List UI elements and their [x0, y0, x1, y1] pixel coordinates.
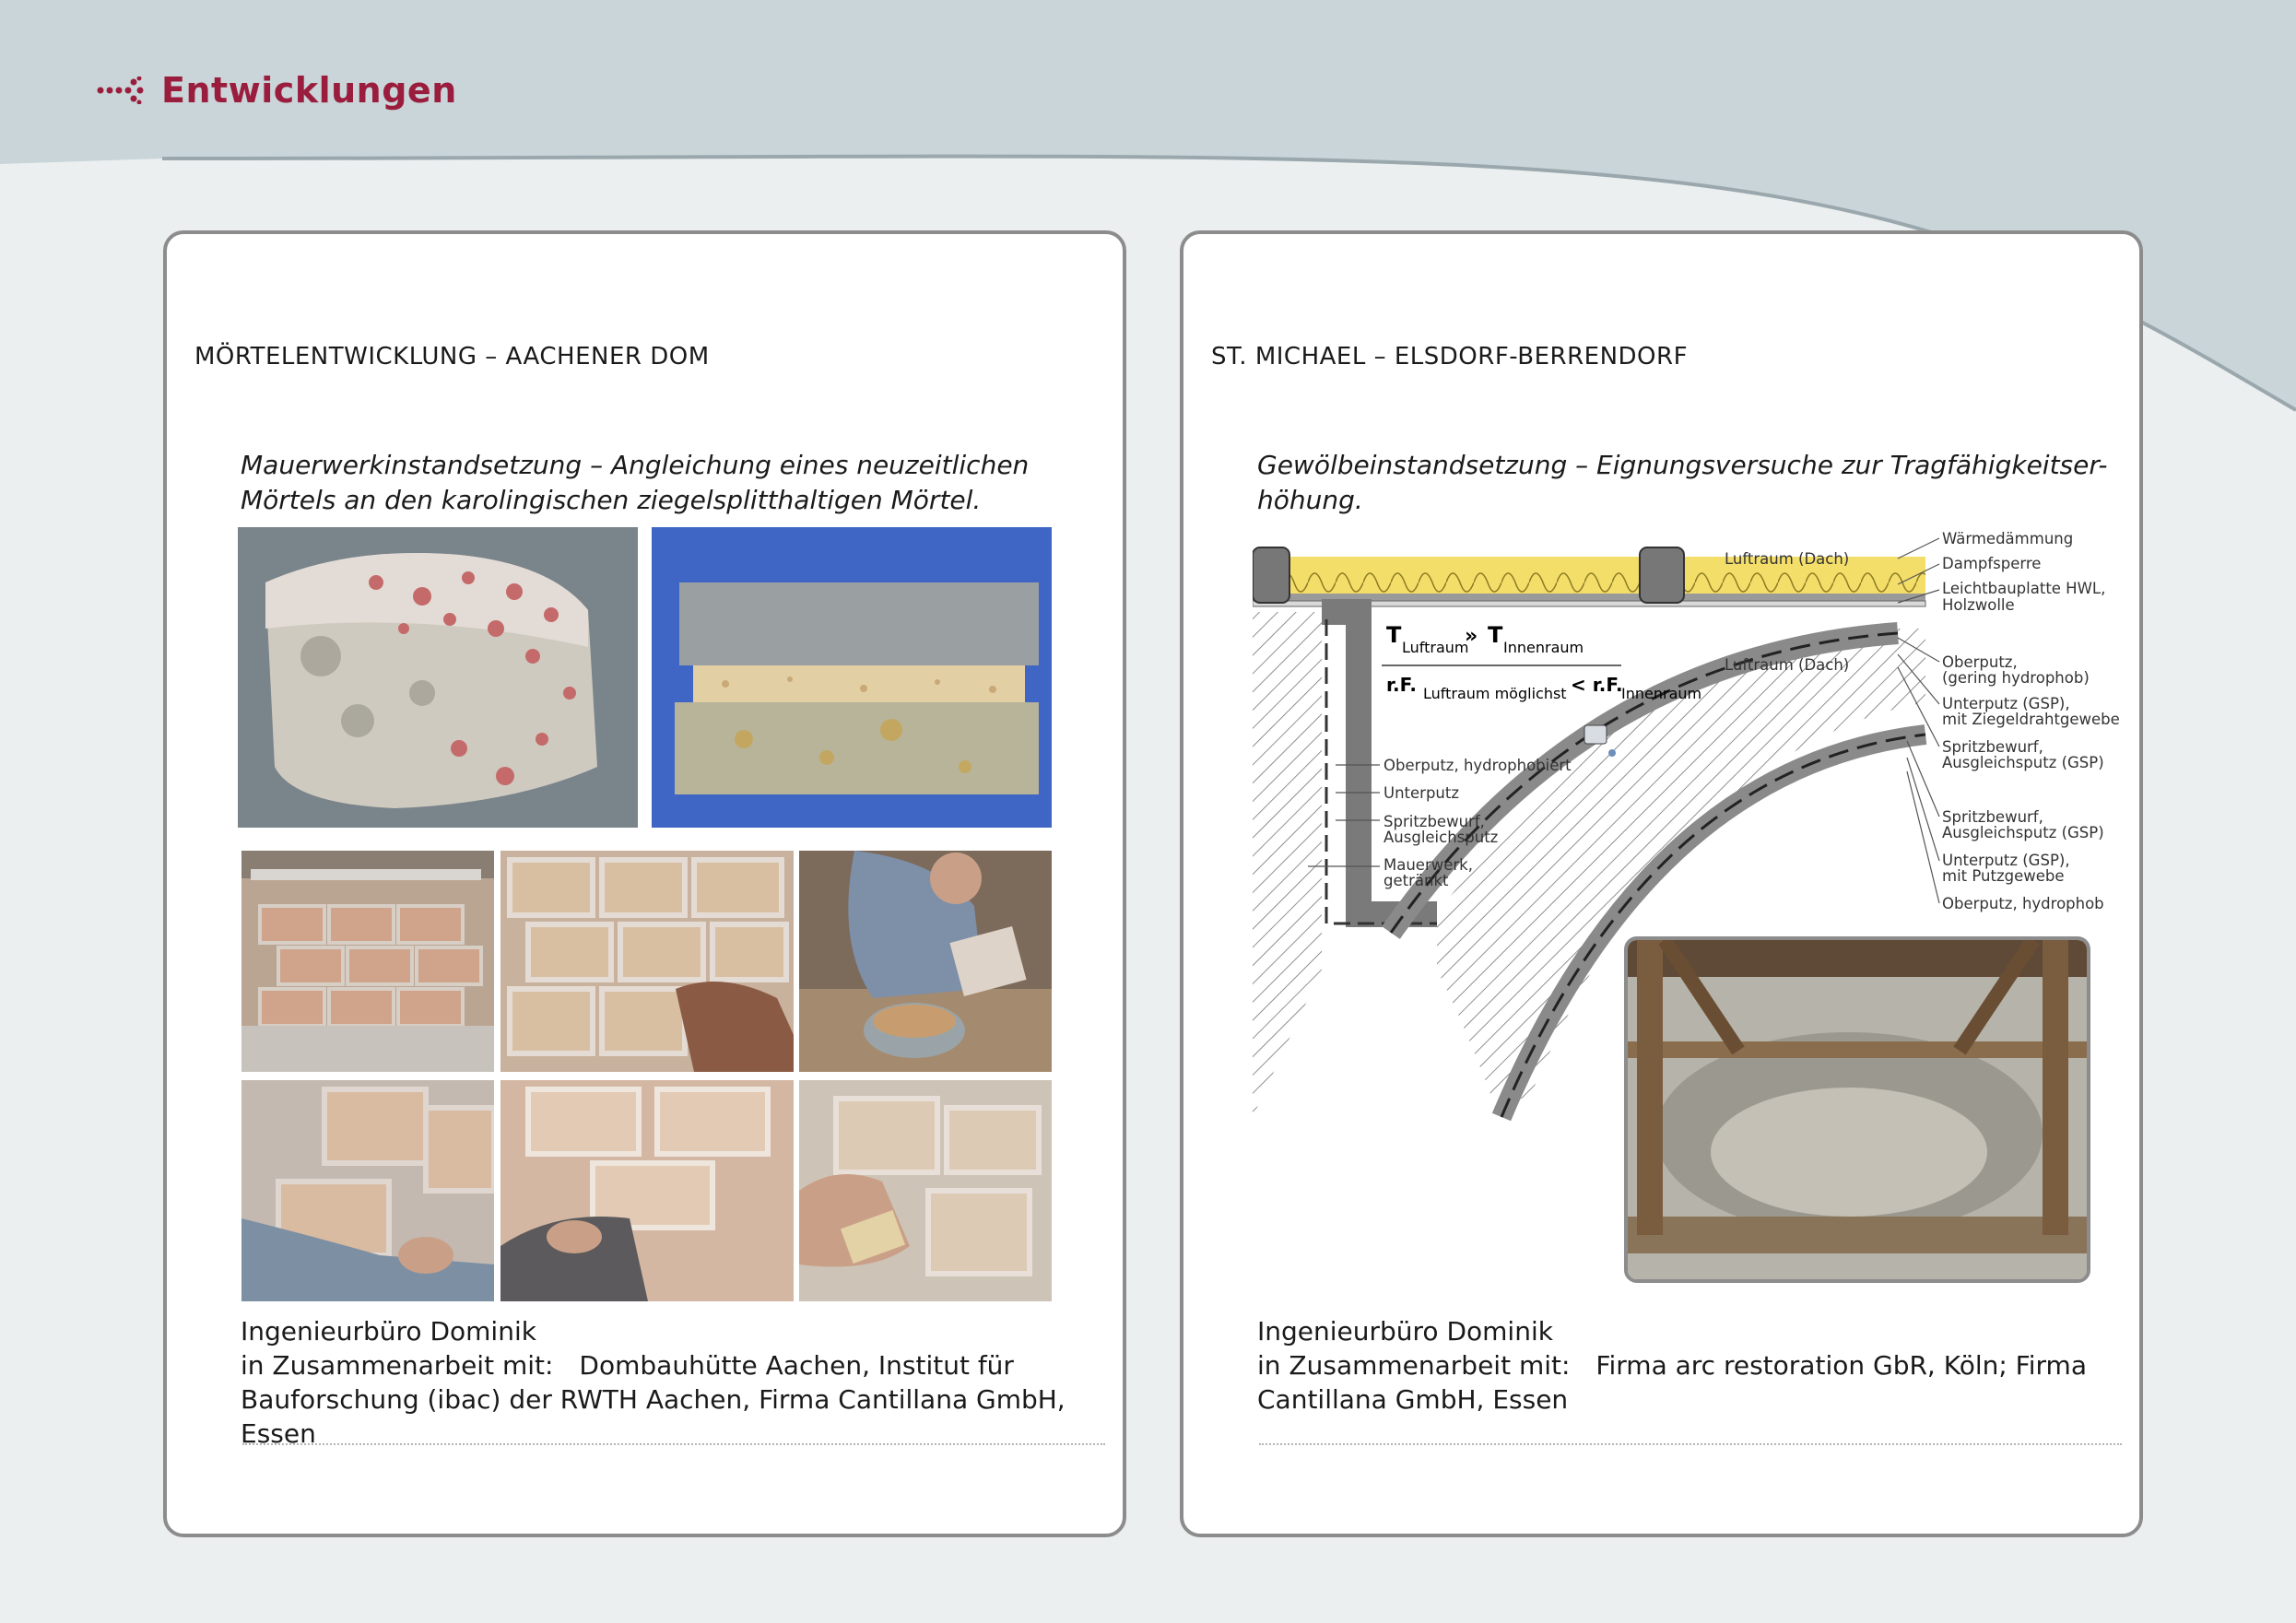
photo-wall-4 — [500, 1080, 794, 1301]
svg-text:T: T — [1488, 622, 1503, 648]
svg-text:Unterputz (GSP),: Unterputz (GSP), — [1942, 695, 2070, 712]
svg-text:r.F.: r.F. — [1386, 674, 1417, 696]
photo-vault-interior — [1624, 936, 2090, 1283]
card-title: MÖRTELENTWICKLUNG – AACHENER DOM — [194, 343, 710, 370]
divider — [242, 1443, 1105, 1445]
photo-wall-5 — [799, 1080, 1052, 1301]
project-card-elsdorf — [1180, 230, 2143, 1537]
credits — [241, 1314, 1107, 1451]
credits — [1257, 1314, 2124, 1417]
section-header — [97, 70, 457, 111]
arrow-icon — [97, 76, 148, 104]
svg-text:getränkt: getränkt — [1383, 872, 1449, 889]
svg-text:Oberputz, hydrophob: Oberputz, hydrophob — [1942, 895, 2104, 912]
svg-text:Ausgleichsputz (GSP): Ausgleichsputz (GSP) — [1942, 824, 2104, 841]
labels-right-low — [1942, 808, 2104, 912]
card-title: ST. MICHAEL – ELSDORF-BERRENDORF — [1211, 343, 1689, 370]
svg-text:Wärmedämmung: Wärmedämmung — [1942, 530, 2074, 547]
formula-rf-luftraum: Luftraum möglichst — [1423, 685, 1567, 702]
photo-mortar-sample — [238, 527, 638, 828]
svg-text:Spritzbewurf,: Spritzbewurf, — [1383, 813, 1485, 830]
credit-partners — [241, 1348, 1107, 1451]
photo-wall-2 — [500, 851, 794, 1072]
labels-right-top — [1942, 530, 2105, 614]
beam-left — [1253, 547, 1289, 603]
svg-text:Spritzbewurf,: Spritzbewurf, — [1942, 808, 2043, 826]
credit-text: Firma arc restoration GbR, Köln; Firma Cantillana GmbH, Essen — [1257, 1350, 2087, 1415]
photo-wall-3 — [241, 1080, 494, 1301]
label-luftraum-top: Luftraum (Dach) — [1725, 550, 1850, 568]
credit-label: in Zusammenarbeit mit: — [241, 1350, 554, 1381]
labels-right-mid — [1942, 653, 2120, 771]
divider — [1259, 1443, 2122, 1445]
svg-text:T: T — [1386, 622, 1402, 648]
svg-text:mit Putzgewebe: mit Putzgewebe — [1942, 867, 2065, 885]
credit-office: Ingenieurbüro Dominik — [1257, 1316, 1553, 1347]
svg-text:Ausgleichsputz: Ausgleichsputz — [1383, 829, 1499, 846]
svg-text:Unterputz: Unterputz — [1383, 784, 1460, 802]
svg-text:Oberputz,: Oberputz, — [1942, 653, 2018, 671]
svg-text:Unterputz (GSP),: Unterputz (GSP), — [1942, 852, 2070, 869]
credit-label: in Zusammenarbeit mit: — [1257, 1350, 1571, 1381]
credit-partners — [1257, 1348, 2124, 1417]
photo-wall-1 — [241, 851, 494, 1072]
section-title: Entwicklungen — [161, 70, 457, 111]
svg-text:Ausgleichsputz (GSP): Ausgleichsputz (GSP) — [1942, 754, 2104, 771]
svg-text:Mauerwerk,: Mauerwerk, — [1383, 856, 1473, 874]
credit-office: Ingenieurbüro Dominik — [241, 1316, 536, 1347]
formula-t-innenraum: Innenraum — [1503, 639, 1584, 656]
photo-mortar-prism — [652, 527, 1052, 828]
formula-t-luftraum: Luftraum — [1402, 639, 1469, 656]
label-luftraum-mid: Luftraum (Dach) — [1725, 656, 1850, 674]
svg-text:mit Ziegeldrahtgewebe: mit Ziegeldrahtgewebe — [1942, 711, 2120, 728]
card-subtitle: Mauerwerkinstandsetzung – Angleichung eines neuzeitlichen Mörtels an den karolingischen ziegelsplitthaltigen Mörtel. — [241, 450, 1030, 515]
formula-rf-innenraum: Innenraum — [1621, 685, 1702, 702]
svg-text:< r.F.: < r.F. — [1571, 674, 1623, 696]
svg-text:»: » — [1465, 625, 1478, 648]
photo-mixing-mortar — [799, 851, 1052, 1072]
beam-mid — [1640, 547, 1684, 603]
credit-text: Dombauhütte Aachen, Institut für Bauforschung (ibac) der RWTH Aachen, Firma Cantillana GmbH, Essen — [241, 1350, 1066, 1449]
svg-text:(gering hydrophob): (gering hydrophob) — [1942, 669, 2090, 687]
svg-text:Spritzbewurf,: Spritzbewurf, — [1942, 738, 2043, 756]
svg-text:Holzwolle: Holzwolle — [1942, 596, 2015, 614]
svg-text:Oberputz, hydrophobiert: Oberputz, hydrophobiert — [1383, 757, 1572, 774]
svg-text:Leichtbauplatte HWL,: Leichtbauplatte HWL, — [1942, 580, 2106, 597]
card-subtitle: Gewölbeinstandsetzung – Eignungsversuche zur Tragfähigkeitser-höhung. — [1257, 450, 2108, 515]
svg-text:Dampfsperre: Dampfsperre — [1942, 555, 2042, 572]
project-card-aachen — [163, 230, 1126, 1537]
